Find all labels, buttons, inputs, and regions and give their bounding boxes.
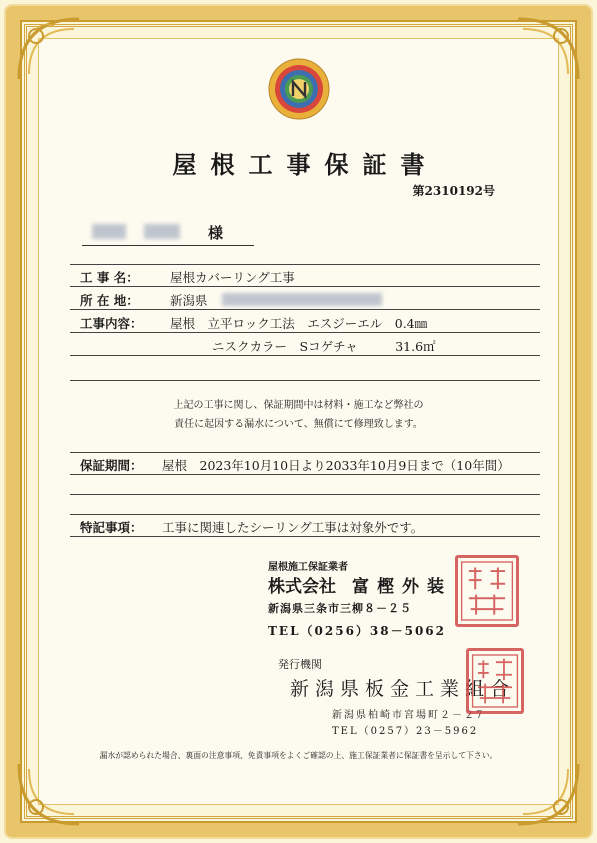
period-value: 屋根 2023年10月10日より2033年10月9日まで（10年間） xyxy=(162,458,510,473)
company-name: 富樫外装 xyxy=(352,577,452,597)
blank-rule xyxy=(70,494,540,495)
special-value: 工事に関連したシーリング工事は対象外です。 xyxy=(162,520,424,535)
field-value: 新潟県 xyxy=(170,293,208,308)
issuing-body-address: 新潟県柏崎市宮場町２－２7 xyxy=(332,710,485,721)
association-seal-stamp xyxy=(466,648,524,714)
field-label: 工 事 名： xyxy=(80,270,139,285)
issuer-address: 新潟県三条市三柳８－２５ xyxy=(268,602,412,615)
field-row-work-content-cont xyxy=(70,334,540,356)
guarantee-note-line-2: 責任に起因する漏水について、無償にて修理致します。 xyxy=(174,419,423,430)
field-value: ニスクカラー Sコゲチャ 31.6㎡ xyxy=(212,339,436,354)
issuing-body-name: 新潟県板金工業組合 xyxy=(290,678,516,700)
corner-ornament-bottom-left xyxy=(14,759,84,829)
redacted-recipient-surname xyxy=(92,224,126,239)
period-label: 保証期間： xyxy=(80,458,143,473)
corner-ornament-top-left xyxy=(14,14,84,84)
field-value: 屋根 立平ロック工法 エスジーエル 0.4㎜ xyxy=(170,316,428,331)
field-row-project-name xyxy=(70,265,540,287)
redacted-address xyxy=(222,293,382,306)
field-row-guarantee-period xyxy=(70,453,540,475)
blank-rule xyxy=(70,380,540,381)
issuer-tel: TEL（0256）38－5062 xyxy=(268,624,447,638)
corner-ornament-bottom-right xyxy=(513,759,583,829)
field-row-special-notes xyxy=(70,515,540,537)
association-emblem-icon xyxy=(268,58,330,120)
document-title: 屋根工事保証書 xyxy=(172,150,439,179)
field-label: 工事内容： xyxy=(80,316,143,331)
special-label: 特記事項： xyxy=(80,520,143,535)
company-seal-stamp xyxy=(455,555,519,627)
recipient-honorific: 様 xyxy=(208,224,224,242)
guarantee-note-line-1: 上記の工事に関し、保証期間中は材料・施工など弊社の xyxy=(173,400,424,411)
corner-ornament-top-right xyxy=(513,14,583,84)
field-value: 屋根カバーリング工事 xyxy=(170,270,295,285)
footer-notice: 漏水が認められた場合、裏面の注意事項、免責事項をよくご確認の上、施工保証業者に保証書を呈示して下さい。 xyxy=(99,751,498,760)
recipient-line xyxy=(82,220,254,246)
guarantee-note xyxy=(0,396,597,434)
issuing-body-tel: TEL（0257）23－5962 xyxy=(332,726,479,737)
issuer-label: 屋根施工保証業者 xyxy=(268,562,348,573)
company-prefix: 株式会社 xyxy=(268,577,336,597)
redacted-recipient-given-name xyxy=(144,224,180,239)
field-row-work-content xyxy=(70,311,540,333)
field-row-location xyxy=(70,288,540,310)
certificate-number: 第2310192号 xyxy=(412,184,495,198)
issuing-body-label: 発行機関 xyxy=(278,658,322,671)
field-label: 所 在 地： xyxy=(80,293,139,308)
issuer-company xyxy=(268,572,452,597)
